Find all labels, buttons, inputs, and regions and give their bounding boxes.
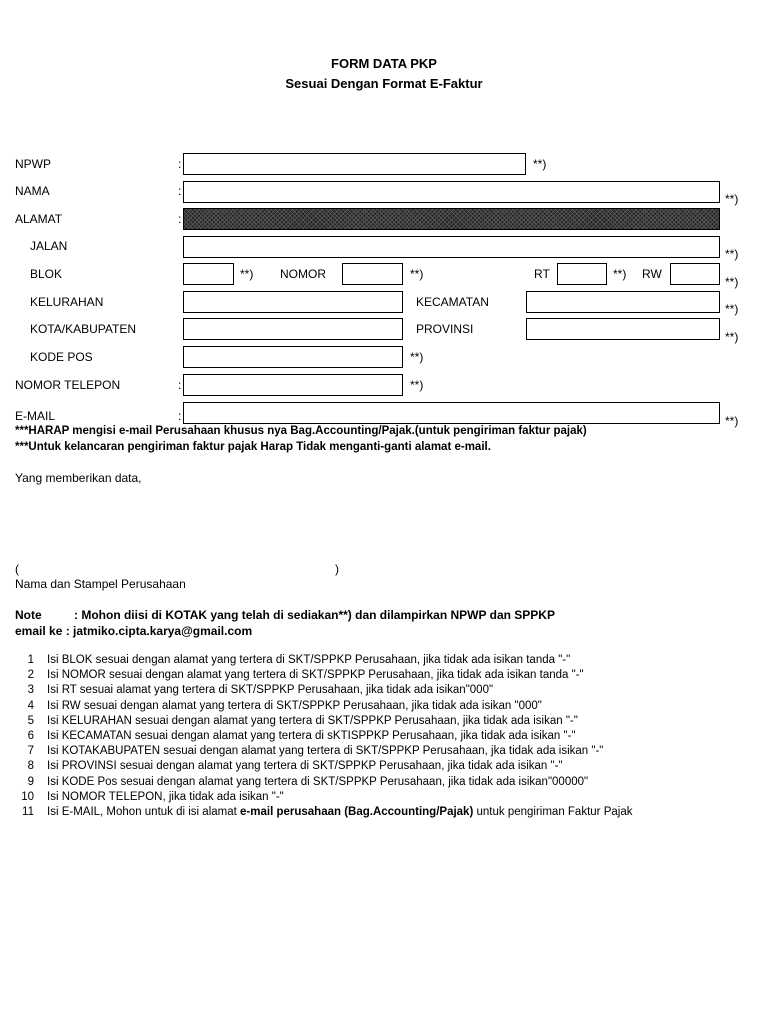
note-label: Note (15, 608, 42, 622)
instruction-11-text (47, 806, 632, 818)
instruction-text: Isi KELURAHAN sesuai dengan alamat yang tertera di SKT/SPPKP Perusahaan, jika tidak ada isikan "-" (47, 714, 578, 727)
blok-input[interactable] (183, 263, 234, 285)
kelancaran-note: ***Untuk kelancaran pengiriman faktur pajak Harap Tidak menganti-ganti alamat e-mail. (15, 441, 491, 453)
npwp-label: NPWP (15, 157, 51, 171)
instruction-number: 8 (27, 760, 34, 773)
blok-label: BLOK (30, 267, 63, 281)
alamat-shaded-box (183, 208, 720, 230)
instruction-11-post: untuk pengiriman Faktur Pajak (473, 806, 633, 818)
instruction-11-bold: e-mail perusahaan (Bag.Accounting/Pajak) (240, 806, 474, 818)
instruction-number: 11 (22, 806, 34, 818)
required-mark: **) (725, 330, 739, 344)
provinsi-label: PROVINSI (416, 322, 474, 336)
instruction-text: Isi RT sesuai alamat yang tertera di SKT/SPPKP Perusahaan, jika tidak ada isikan"000" (47, 684, 494, 697)
required-mark: **) (613, 267, 627, 281)
email-label: E-MAIL (15, 409, 56, 423)
instruction-number: 6 (27, 730, 34, 742)
instruction-text: Isi BLOK sesuai dengan alamat yang tertera di SKT/SPPKP Perusahaan, jika tidak ada isikan tanda "-" (47, 654, 571, 666)
jalan-input[interactable] (183, 236, 720, 258)
rw-label: RW (642, 267, 662, 281)
form-title: FORM DATA PKP (331, 56, 437, 71)
instruction-text: Isi NOMOR TELEPON, jika tidak ada isikan "-" (47, 790, 284, 803)
telepon-input[interactable] (183, 374, 403, 396)
colon: : (178, 157, 182, 171)
instruction-text: Isi PROVINSI sesuai dengan alamat yang tertera di SKT/SPPKP Perusahaan, jika tidak ada isikan "-" (47, 760, 563, 773)
required-mark: **) (725, 275, 739, 289)
required-mark: **) (725, 302, 739, 316)
required-mark: **) (725, 414, 739, 428)
instruction-number: 10 (21, 790, 34, 803)
colon: : (178, 212, 182, 226)
instruction-number: 7 (27, 745, 34, 758)
required-mark: **) (410, 350, 424, 364)
required-mark: **) (410, 378, 424, 392)
colon: : (178, 184, 182, 198)
nomor-label: NOMOR (280, 267, 326, 281)
kodepos-label: KODE POS (30, 350, 93, 364)
kelurahan-label: KELURAHAN (30, 295, 104, 309)
nama-label: NAMA (15, 184, 50, 198)
harap-email-note: ***HARAP mengisi e-mail Perusahaan khusus nya Bag.Accounting/Pajak.(untuk pengiriman faktur pajak) (15, 425, 587, 437)
kecamatan-input[interactable] (526, 291, 720, 313)
instruction-number: 3 (27, 684, 34, 697)
instruction-number: 5 (27, 714, 34, 727)
kodepos-input[interactable] (183, 346, 403, 368)
provinsi-input[interactable] (526, 318, 720, 340)
instruction-number: 9 (27, 775, 34, 788)
required-mark: **) (240, 267, 254, 281)
rw-input[interactable] (670, 263, 720, 285)
instruction-text: Isi KODE Pos sesuai dengan alamat yang tertera di SKT/SPPKP Perusahaan, jika tidak ada isikan"00000" (47, 775, 589, 788)
email-input[interactable] (183, 402, 720, 424)
colon: : (178, 378, 182, 392)
required-mark: **) (725, 247, 739, 261)
email-ke-text: email ke : jatmiko.cipta.karya@gmail.com (15, 624, 253, 638)
nama-input[interactable] (183, 181, 720, 203)
instruction-text: Isi KECAMATAN sesuai dengan alamat yang tertera di sKTISPPKP Perusahaan, jika tidak ada isikan "-" (47, 730, 576, 742)
instruction-text: Isi KOTAKABUPATEN sesuai dengan alamat yang tertera di SKT/SPPKP Perusahaan, jka tidak ada isikan "-" (47, 745, 604, 758)
note-text: : Mohon diisi di KOTAK yang telah di sediakan**) dan dilampirkan NPWP dan SPPKP (74, 608, 555, 622)
signature-close-paren: ) (335, 562, 339, 576)
instruction-number: 2 (27, 669, 34, 682)
instruction-text: Isi RW sesuai dengan alamat yang tertera di SKT/SPPKP Perusahaan, jika tidak ada isikan "000" (47, 699, 542, 712)
form-subtitle: Sesuai Dengan Format E-Faktur (285, 76, 483, 91)
instruction-number: 4 (27, 699, 34, 712)
nama-stampel-text: Nama dan Stampel Perusahaan (15, 577, 186, 591)
rt-label: RT (534, 267, 550, 281)
instruction-number: 1 (27, 654, 34, 666)
instruction-11-pre: Isi E-MAIL, Mohon untuk di isi alamat (47, 806, 241, 818)
rt-input[interactable] (557, 263, 607, 285)
kota-label: KOTA/KABUPATEN (30, 322, 137, 336)
yang-memberikan-text: Yang memberikan data, (15, 471, 142, 485)
jalan-label: JALAN (30, 239, 68, 253)
nomor-input[interactable] (342, 263, 403, 285)
signature-open-paren: ( (15, 562, 19, 576)
required-mark: **) (533, 157, 547, 171)
alamat-label: ALAMAT (15, 212, 63, 226)
required-mark: **) (410, 267, 424, 281)
telepon-label: NOMOR TELEPON (15, 378, 121, 392)
instruction-text: Isi NOMOR sesuai dengan alamat yang tertera di SKT/SPPKP Perusahaan, jika tidak ada isikan tanda "-" (47, 669, 584, 682)
colon: : (178, 409, 182, 423)
required-mark: **) (725, 192, 739, 206)
kota-input[interactable] (183, 318, 403, 340)
npwp-input[interactable] (183, 153, 526, 175)
kelurahan-input[interactable] (183, 291, 403, 313)
kecamatan-label: KECAMATAN (416, 295, 489, 309)
